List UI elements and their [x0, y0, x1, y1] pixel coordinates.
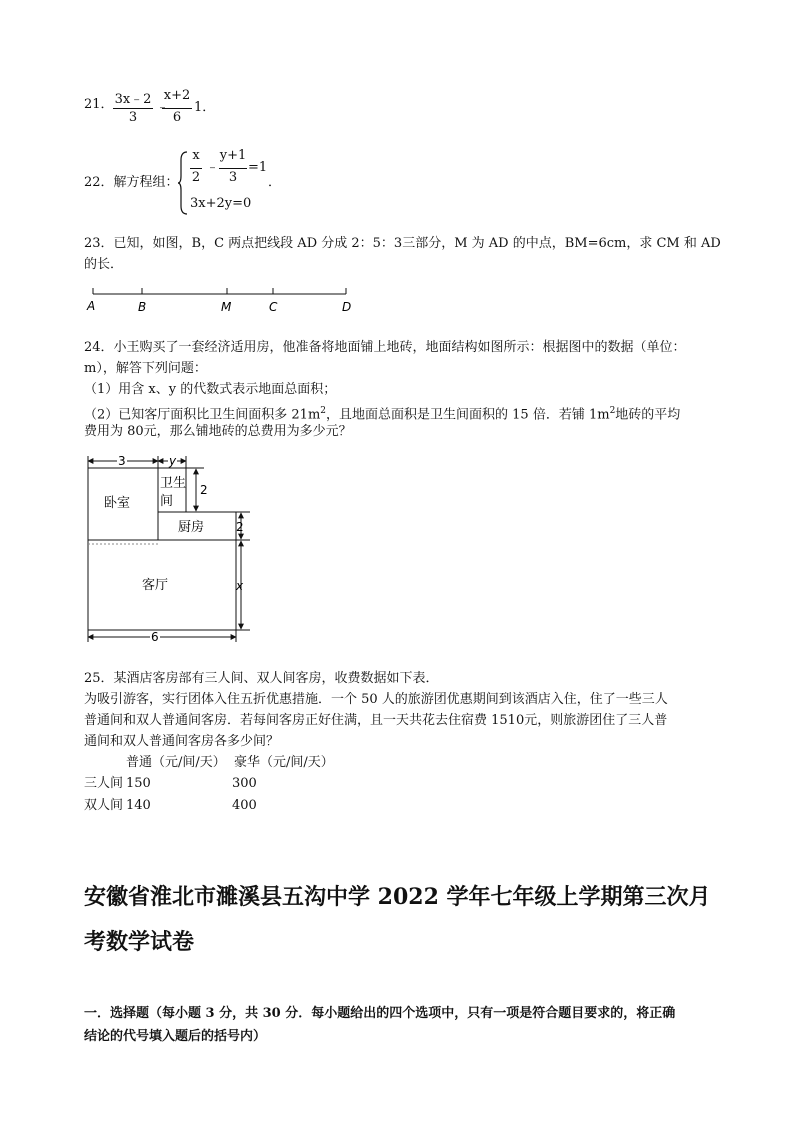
q23-line1: 23．已知，如图，B，C 两点把线段 AD 分成 2：5：3三部分，M 为 AD 的中点，BM=6cm，求 CM 和 AD [84, 236, 721, 251]
q24-line1: 24．小王购买了一套经济适用房，他准备将地面铺上地砖，地面结构如图所示：根据图中的数据（单位： [84, 340, 686, 355]
point-a-label: A [87, 299, 96, 313]
exam-title-line1: 安徽省淮北市濉溪县五沟中学 2022 学年七年级上学期第三次月 [84, 884, 711, 910]
q24-floorplan-figure [80, 452, 260, 644]
q22-label: 22．解方程组： [84, 175, 179, 190]
q22-end: ． [268, 175, 282, 190]
table-row-1-name: 三人间 [84, 776, 124, 791]
q24-sub2-part-a: （2）已知客厅面积比卫生间面积多 21m [84, 407, 321, 423]
section-1-line2: 结论的代号填入题后的括号内） [84, 1029, 267, 1044]
table-header-luxury: 豪华（元/间/天） [234, 755, 334, 770]
dim-right-mid: 2 [236, 520, 244, 534]
q25-line2: 为吸引游客，实行团体入住五折优惠措施．一个 50 人的旅游团优惠期间到该酒店入住，住了一些三人 [84, 692, 668, 707]
q24-sup-2: 2 [609, 406, 616, 416]
q24-line2: m），解答下列问题： [84, 361, 207, 376]
q22-eq2: 3x+2y=0 [190, 196, 252, 211]
q21-tail: 1． [194, 100, 216, 115]
q21-fraction-bar-2 [162, 108, 192, 109]
dim-top-right: y [169, 454, 177, 468]
dim-right-upper: 2 [200, 483, 208, 497]
q21-denominator-2: 6 [172, 110, 182, 125]
q24-sub2-line1 [84, 402, 680, 424]
q22-minus: ﹣ [206, 160, 220, 175]
q25-line3: 普通间和双人普通间客房．若每间客房正好住满，且一天共花去住宿费 1510元，则旅游团住了三人普 [84, 713, 668, 728]
q24-sub2-part-b: ，且地面总面积是卫生间面积的 15 倍．若铺 1m [326, 407, 610, 423]
q21-fraction-bar-1 [113, 108, 153, 109]
q24-sub2-line2: 费用为 80元，那么铺地砖的总费用为多少元？ [84, 424, 352, 439]
table-row-1-luxury: 300 [232, 776, 257, 791]
q25-line1: 25．某酒店客房部有三人间、双人间客房，收费数据如下表． [84, 671, 439, 686]
table-row-1-regular: 150 [126, 776, 151, 791]
table-row-2-name: 双人间 [84, 798, 124, 813]
q23-line2: 的长． [84, 257, 124, 272]
exam-title-line2: 考数学试卷 [84, 929, 195, 955]
q25-line4: 通间和双人普通间客房各多少间？ [84, 734, 280, 749]
q21-label: 21． [84, 97, 114, 112]
point-d-label: D [342, 300, 352, 314]
q22-bar-a [190, 168, 202, 169]
dim-right-lower: x [236, 579, 244, 593]
point-m-label: M [221, 300, 232, 314]
q22-den-a: 2 [191, 170, 201, 185]
q22-bar-b [219, 168, 247, 169]
q21-numerator-1: 3x﹣2 [114, 92, 152, 107]
q22-den-b: 3 [228, 170, 238, 185]
q21-minus: ﹣ [156, 100, 170, 115]
q23-segment-figure [84, 280, 364, 316]
q22-num-a: x [192, 148, 200, 163]
q22-eq1-tail: =1 [248, 160, 268, 175]
bathroom-label-1: 卫生 [160, 476, 187, 491]
q21-denominator-1: 3 [128, 110, 138, 125]
q24-sub2-part-c: 地砖的平均 [615, 407, 681, 423]
point-c-label: C [269, 300, 278, 314]
section-1-line1: 一．选择题（每小题 3 分，共 30 分．每小题给出的四个选项中，只有一项是符合题目要求的，将正确 [84, 1006, 676, 1021]
q24-sub1: （1）用含 x、y 的代数式表示地面总面积； [84, 382, 337, 397]
bathroom-label-2: 间 [160, 494, 174, 509]
q22-num-b: y+1 [219, 148, 247, 163]
kitchen-label: 厨房 [178, 520, 205, 535]
dim-bottom: 6 [151, 630, 159, 644]
bedroom-label: 卧室 [104, 496, 131, 511]
living-label: 客厅 [142, 578, 169, 593]
point-b-label: B [138, 300, 147, 314]
q22-brace [177, 150, 189, 216]
q21-numerator-2: x+2 [163, 88, 191, 103]
table-header-regular: 普通（元/间/天） [126, 755, 226, 770]
dim-top-left: 3 [118, 454, 126, 468]
table-row-2-regular: 140 [126, 798, 151, 813]
q24-sup-1: 2 [320, 406, 327, 416]
table-row-2-luxury: 400 [232, 798, 257, 813]
